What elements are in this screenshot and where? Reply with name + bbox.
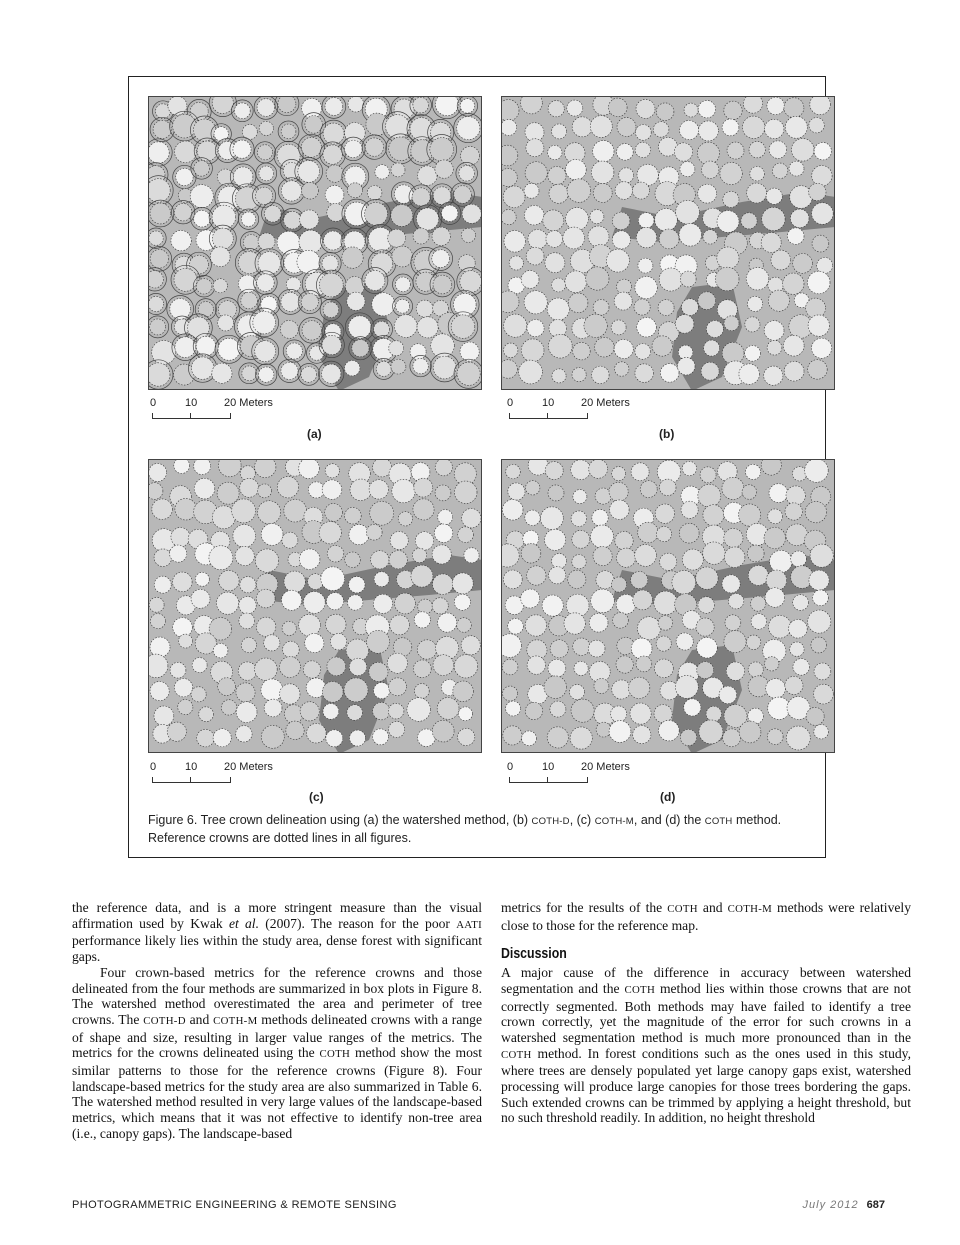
- panel-label-c: (c): [309, 790, 324, 804]
- scale-tick-10: 10: [542, 761, 555, 773]
- scale-tick-0: 0: [150, 761, 157, 773]
- scale-tick-20: 20 Meters: [581, 397, 630, 409]
- scale-tick-0: 0: [507, 397, 514, 409]
- journal-name: PHOTOGRAMMETRIC ENGINEERING & REMOTE SENSING: [72, 1199, 397, 1211]
- panel-label-b: (b): [659, 427, 675, 441]
- scale-tick-10: 10: [185, 397, 198, 409]
- paragraph: the reference data, and is a more stringent measure than the visual affirmation used by Kwak et al. (2007). The reason for the poor AATI performance likely lies within the study area, dense forest with significant gaps.: [72, 900, 482, 965]
- paragraph: A major cause of the difference in accuracy between watershed segmentation and the COTH method lies within those crowns that are not correctly segmented. Both methods may have failed to identify a tree crown correctly, yet the magnitude of the error for such crowns in a watershed segmentation method is much more pronounced than in the COTH method. In forest conditions such as the ones used in this study, where trees are densely populated yet large canopy gaps exist, watershed processing will produce large canopies for those trees bordering the gaps. Such extended crowns can be trimmed by applying a height threshold, but no such threshold readily. In addition, no height threshold: [501, 965, 911, 1126]
- scale-bar-d: [505, 761, 705, 791]
- left-column: [72, 900, 482, 1142]
- crown-map-d: [502, 460, 835, 753]
- figure-6: [128, 76, 826, 858]
- scale-tick-10: 10: [185, 761, 198, 773]
- scale-bar-c: [148, 761, 348, 791]
- scale-tick-0: 0: [507, 761, 514, 773]
- page-info: [803, 1199, 885, 1211]
- scale-tick-20: 20 Meters: [581, 761, 630, 773]
- scale-tick-20: 20 Meters: [224, 397, 273, 409]
- panel-label-d: (d): [660, 790, 676, 804]
- scale-tick-0: 0: [150, 397, 157, 409]
- section-heading-discussion: Discussion: [501, 946, 567, 963]
- issue-date: July 2012: [802, 1199, 859, 1211]
- panel-b-image: [501, 96, 835, 390]
- crown-map-c: [149, 460, 482, 753]
- page-number: 687: [866, 1199, 885, 1211]
- paragraph: metrics for the results of the COTH and COTH-M methods were relatively close to those for the reference map.: [501, 900, 911, 933]
- scale-bar-a: [148, 397, 348, 427]
- panel-d-image: [501, 459, 835, 753]
- panel-a-image: [148, 96, 482, 390]
- scale-tick-10: 10: [542, 397, 555, 409]
- crown-map-b: [502, 97, 835, 390]
- paragraph: Four crown-based metrics for the reference crowns and those delineated from the four methods are summarized in box plots in Figure 8. The watershed method overestimated the area and perimeter of tree crowns. The COTH-D and COTH-M methods delineated crowns with a range of shape and size, resulting in larger value ranges of the metrics. The metrics for the crowns delineated using the COTH method show the most similar patterns to those for the reference crowns (Figure 8). Four landscape-based metrics for the study area are also summarized in Table 6. The watershed method resulted in very large values of the landscape-based metrics, which means that it was not effective to identify non-tree area (i.e., canopy gaps). The landscape-based: [72, 964, 482, 1141]
- scale-bar-b: [505, 397, 705, 427]
- right-column: [501, 900, 911, 1126]
- scale-tick-20: 20 Meters: [224, 761, 273, 773]
- crown-map-a: [149, 97, 482, 390]
- figure-caption: Figure 6. Tree crown delineation using (a) the watershed method, (b) COTH-D, (c) COTH-M, and (d) the COTH method. Reference crowns are dotted lines in all figures.: [148, 813, 782, 845]
- panel-label-a: (a): [307, 427, 322, 441]
- panel-c-image: [148, 459, 482, 753]
